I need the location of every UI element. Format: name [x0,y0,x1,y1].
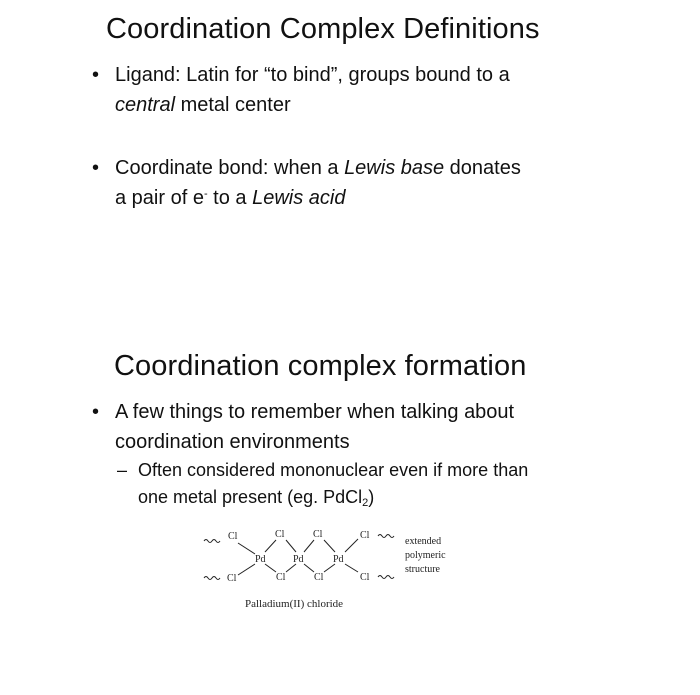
bond [286,540,296,552]
bond [286,564,296,572]
bond-lewis-acid-italic: Lewis acid [252,187,346,209]
subbullet-mononuclear-text [138,457,528,511]
bullet-few-things-text [115,397,514,457]
atom-cl: Cl [360,572,370,583]
wavy-bond-bottom-left [204,577,220,580]
bond [304,540,314,552]
legend-structure: structure [405,564,440,575]
slide-title-formation: Coordination complex formation [114,350,527,382]
ligand-line2: metal center [175,94,291,116]
legend-polymeric: polymeric [405,550,446,561]
bond [324,540,335,552]
slide-title-definitions: Coordination Complex Definitions [106,13,540,45]
bond-lewis-base-italic: Lewis base [344,157,445,179]
figure-caption: Palladium(II) chloride [245,598,344,610]
atom-cl: Cl [276,572,286,583]
atom-pd: Pd [255,554,266,565]
atom-cl: Cl [275,529,285,540]
atom-cl: Cl [228,531,238,542]
few-things-line2: coordination environments [115,431,350,453]
bullet-coordinate-bond-text [115,153,521,213]
mononuclear-line2-b: ) [368,487,375,507]
bullet-marker: • [92,401,100,423]
bond [304,564,314,572]
legend-extended: extended [405,536,442,547]
bond-line2-a: a pair of e [115,187,204,209]
bond-line1-b: donates [444,157,521,179]
bond-line1-a: Coordinate bond: when a [115,157,345,179]
ligand-central-italic: central [115,94,176,116]
atom-pd: Pd [293,554,304,565]
bond [265,564,276,572]
atom-cl: Cl [360,530,370,541]
bullet-ligand-text [115,60,510,120]
bond-line2-b: to a [207,187,253,209]
pdcl2-subscript: 2 [362,497,369,509]
atom-pd: Pd [333,554,344,565]
mononuclear-line2-a: one metal present (eg. PdCl [138,487,363,507]
atom-cl: Cl [313,529,323,540]
bond [265,540,276,552]
bond [324,564,335,572]
bullet-marker: • [92,64,100,86]
electron-superscript: - [203,188,208,200]
pdcl2-polymer-diagram [200,522,470,617]
atom-cl: Cl [227,573,237,584]
bond [238,543,255,554]
bullet-marker: • [92,157,100,179]
bond [345,539,358,552]
bond [345,564,358,572]
wavy-bond-top-left [204,540,220,543]
bond [238,564,255,575]
subbullet-marker: – [117,460,128,480]
ligand-line1: Ligand: Latin for “to bind”, groups bound to a [115,64,510,86]
few-things-line1: A few things to remember when talking about [115,401,515,423]
atom-cl: Cl [314,572,324,583]
wavy-bond-top-right [378,535,394,538]
wavy-bond-bottom-right [378,576,394,579]
mononuclear-line1: Often considered mononuclear even if more than [138,460,529,480]
